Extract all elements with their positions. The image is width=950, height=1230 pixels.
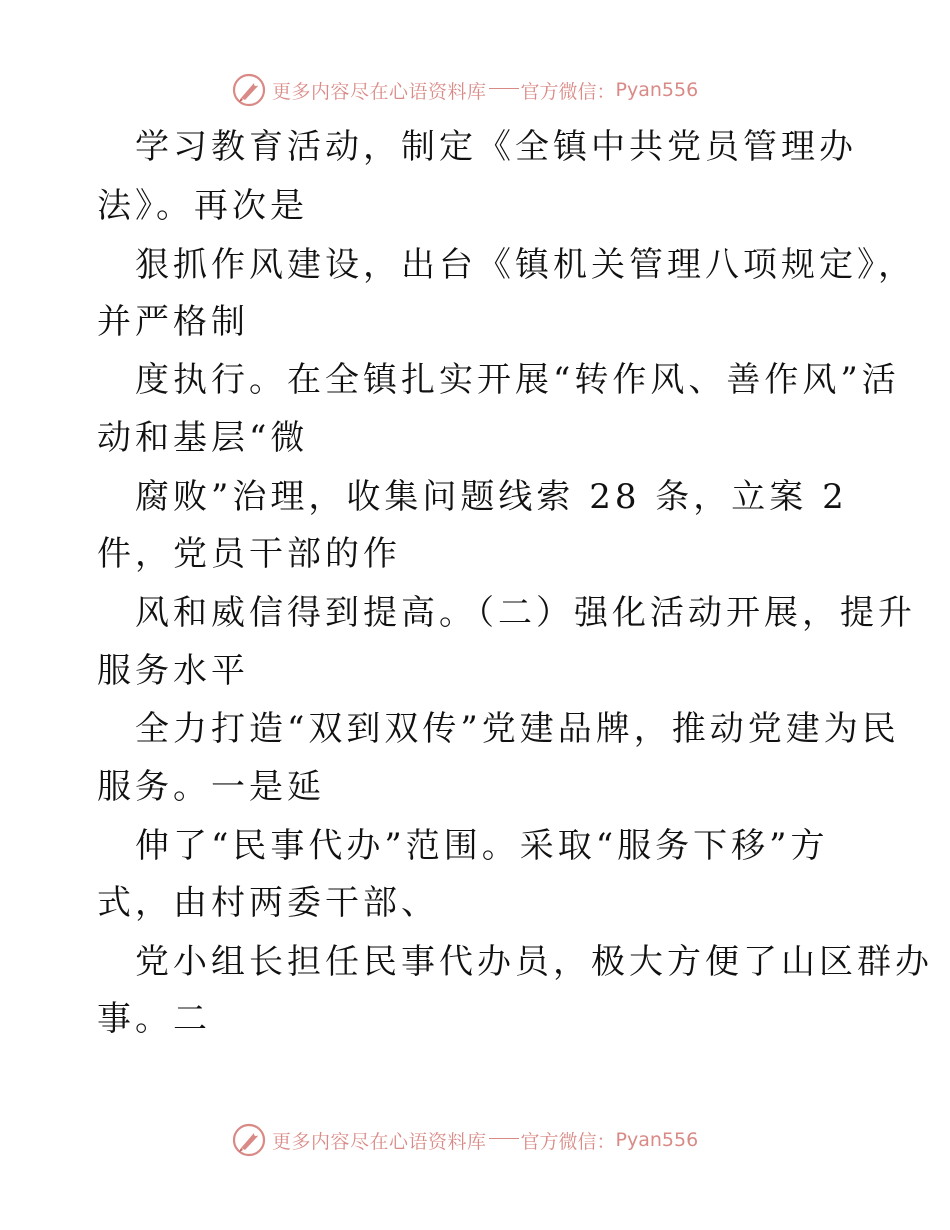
pen-logo-icon [232, 1123, 266, 1157]
text-line-9: 风和威信得到提高。（二）强化活动开展，提升 [135, 593, 916, 633]
watermark-id-text: Pyan556 [615, 1129, 699, 1151]
watermark-sub-text: 官方微信： [520, 80, 616, 103]
watermark-id-text: Pyan556 [615, 79, 699, 101]
text-line-7: 腐败”治理，收集问题线索 28 条，立案 2 [135, 477, 848, 517]
text-line-3: 狠抓作风建设，出台《镇机关管理八项规定》， [135, 245, 916, 285]
text-line-14: 式，由村两委干部、 [97, 883, 439, 923]
text-line-10: 服务水平 [97, 651, 249, 691]
watermark-sub-text: 官方微信： [520, 1130, 616, 1153]
text-line-11: 全力打造“双到双传”党建品牌，推动党建为民 [135, 709, 900, 749]
text-line-5: 度执行。在全镇扎实开展“转作风、善作风”活 [135, 360, 900, 400]
watermark-main-text: 更多内容尽在心语资料库 [272, 80, 487, 103]
pen-logo-icon [232, 73, 266, 107]
footer-watermark [232, 1122, 698, 1158]
text-line-15: 党小组长担任民事代办员，极大方便了山区群办 [135, 942, 933, 982]
text-line-6: 动和基层“微 [97, 418, 309, 458]
watermark-dash [489, 1138, 519, 1139]
text-line-2: 法》。再次是 [97, 186, 308, 226]
text-line-1: 学习教育活动，制定《全镇中共党员管理办 [135, 127, 857, 167]
watermark-main-text: 更多内容尽在心语资料库 [272, 1130, 487, 1153]
text-line-4: 并严格制 [97, 302, 249, 342]
text-line-16: 事。二 [97, 999, 211, 1039]
text-line-8: 件，党员干部的作 [97, 534, 401, 574]
watermark-dash [489, 88, 519, 89]
text-line-13: 伸了“民事代办”范围。采取“服务下移”方 [135, 826, 829, 866]
text-line-12: 服务。一是延 [97, 767, 325, 807]
header-watermark [232, 72, 698, 108]
